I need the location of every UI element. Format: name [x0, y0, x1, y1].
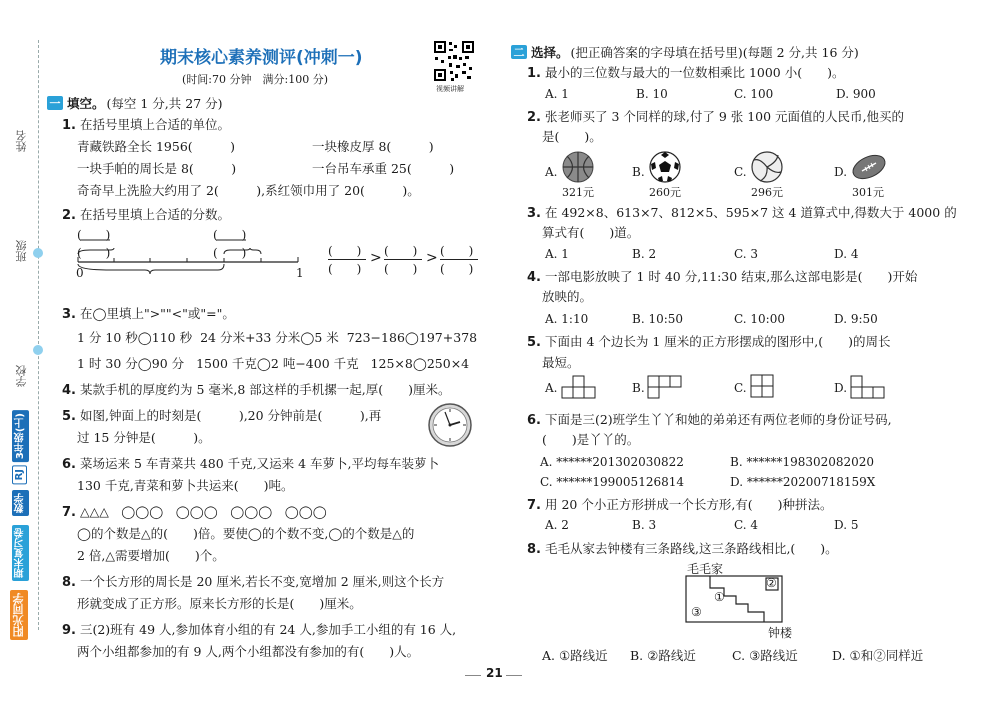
question-9-line: 9. 三(2)班有 49 人,参加体育小组的有 24 人,参加手工小组的有 16 人,: [62, 622, 457, 638]
compare-circle-icon: ◯: [256, 356, 271, 371]
question-3-stem: 3. 在◯里填上">""<"或"="。: [62, 306, 235, 322]
grade-tag: 3年级(上): [12, 410, 29, 462]
price-label: 301元: [852, 186, 884, 199]
brand-logo: 阳光同学: [10, 590, 28, 640]
option-d: D. ①和②同样近: [832, 648, 924, 663]
option-b: B. 10:50: [632, 312, 684, 326]
option-a: A. ①路线近: [542, 648, 608, 663]
question-2-stem: 2. 在括号里填上合适的分数。: [62, 207, 230, 223]
option-a: A. 2: [545, 518, 569, 532]
choice-question-4-line: 4. 一部电影放映了 1 时 40 分,11:30 结束,那么这部电影是( )开始: [527, 269, 918, 285]
map-label-tower: 钟楼: [768, 626, 793, 640]
question-5-line: 过 15 分钟是( )。: [77, 430, 211, 445]
footer-rule-left: [465, 675, 481, 676]
map-label-home: 毛毛家: [687, 562, 724, 576]
fraction-blank: ( ): [213, 228, 247, 242]
option-a: A.: [545, 381, 558, 395]
option-d: D. 9:50: [834, 312, 878, 326]
option-b: B. ******198302082020: [730, 455, 875, 469]
fraction-blank: ( ): [213, 246, 247, 260]
class-label: 班级: [15, 240, 28, 262]
fraction-blank: ( ): [384, 244, 418, 258]
choice-question-6-line: ( )是丫丫的。: [542, 432, 640, 447]
question-6-line: 130 千克,青菜和萝卜共运来( )吨。: [77, 478, 294, 493]
route-label-3: ③: [691, 605, 702, 619]
page-subtitle: (时间:70 分钟 满分:100 分): [182, 73, 328, 86]
choice-question-3-line: 3. 在 492×8、613×7、812×5、595×7 这 4 道算式中,得数大于 4000 的: [527, 205, 957, 221]
compare-circle-icon: ◯: [412, 356, 427, 371]
fraction-blank: ( ): [328, 262, 362, 276]
compare-row: 1 时 30 分◯90 分 1500 千克◯2 吨−400 千克 125×8◯250×4: [77, 356, 470, 371]
compare-circle-icon: ◯: [300, 330, 315, 345]
option-d: D. ******20200718159X: [730, 475, 876, 489]
choice-question-5-line: 5. 下面由 4 个边长为 1 厘米的正方形摆成的图形中,( )的周长: [527, 334, 891, 350]
edition-tag: RJ: [12, 465, 27, 484]
option-b: B. 2: [632, 247, 657, 261]
section-number-icon: 二: [511, 45, 527, 59]
question-8-line: 8. 一个长方形的周长是 20 厘米,若长不变,宽增加 2 厘米,则这个长方: [62, 574, 445, 590]
choice-question-8: 8. 毛毛从家去钟楼有三条路线,这三条路线相比,( )。: [527, 541, 838, 557]
option-a: A.: [545, 165, 558, 179]
choice-question-6-line: 6. 下面是三(2)班学生丫丫和她的弟弟还有两位老师的身份证号码,: [527, 412, 892, 428]
binding-dot-icon: [33, 345, 43, 355]
choice-question-4-line: 放映的。: [542, 289, 593, 304]
question-1-item: 青藏铁路全长 1956( ): [77, 139, 236, 154]
greater-than-sign: >: [370, 250, 382, 266]
section-header: [47, 94, 223, 112]
option-d: D.: [834, 165, 848, 179]
fraction-blank: ( ): [440, 262, 474, 276]
option-d: D. 4: [834, 247, 859, 261]
question-1-stem: 1. 在括号里填上合适的单位。: [62, 117, 230, 133]
fraction-blank: ( ): [328, 244, 362, 258]
price-label: 296元: [751, 186, 783, 199]
option-b: B. 10: [636, 87, 668, 101]
compare-circle-icon: ◯: [137, 356, 152, 371]
section-note: (每空 1 分,共 27 分): [106, 96, 223, 111]
page-number: 21: [486, 666, 503, 680]
option-a: A. ******201302030822: [540, 455, 684, 469]
option-c: C. 4: [734, 518, 759, 532]
page-title: 期末核心素养测评(冲刺一): [160, 48, 363, 68]
question-9-line: 两个小组都参加的有 9 人,两个小组都没有参加的有( )人。: [77, 644, 420, 659]
option-d: D. 900: [836, 87, 876, 101]
question-1-item: 一块手帕的周长是 8( ): [77, 161, 237, 176]
option-c: C. ******199005126814: [540, 475, 684, 489]
route-map-diagram: [684, 574, 794, 630]
fraction-blank: ( ): [440, 244, 474, 258]
question-1-item: 一台吊车承重 25( ): [312, 161, 455, 176]
question-7-line: 2 倍,△需要增加( )个。: [77, 548, 225, 563]
footer-rule-right: [506, 675, 522, 676]
subject-tag: 数学: [12, 490, 29, 516]
question-5-line: 5. 如图,钟面上的时刻是( ),20 分钟前是( ),再: [62, 408, 382, 424]
section-note: (把正确答案的字母填在括号里)(每题 2 分,共 16 分): [570, 45, 859, 60]
rugby-ball-icon: [850, 152, 888, 182]
question-6-line: 6. 菜场运来 5 车青菜共 480 千克,又运来 4 车萝卜,平均每车装萝卜: [62, 456, 440, 472]
question-4: 4. 某款手机的厚度约为 5 毫米,8 部这样的手机摞一起,厚( )厘米。: [62, 382, 451, 398]
option-a: A. 1:10: [545, 312, 589, 326]
price-label: 260元: [649, 186, 681, 199]
square-shape-c-icon: [750, 374, 776, 400]
route-label-2: ②: [766, 576, 777, 590]
option-b: B. 3: [632, 518, 657, 532]
review-tag: 期末复习卷: [12, 525, 29, 581]
compare-row: 1 分 10 秒◯110 秒 24 分米+33 分米◯5 米 723−186◯197+378: [77, 330, 478, 345]
square-shape-b-icon: [647, 374, 695, 400]
option-c: C. 3: [734, 247, 759, 261]
choice-question-2-line: 2. 张老师买了 3 个同样的球,付了 9 张 100 元面值的人民币,他买的: [527, 109, 905, 125]
fraction-blank: ( ): [77, 228, 111, 242]
option-a: A. 1: [545, 87, 569, 101]
question-8-line: 形就变成了正方形。原来长方形的长是( )厘米。: [77, 596, 362, 611]
question-7-line: 7. △△△ ◯◯◯ ◯◯◯ ◯◯◯ ◯◯◯: [62, 504, 327, 520]
qr-code-icon: [433, 40, 475, 82]
option-c: C. ③路线近: [732, 648, 798, 663]
axis-label-start: 0: [76, 266, 84, 280]
compare-circle-icon: ◯: [404, 330, 419, 345]
choice-question-3-line: 算式有( )道。: [542, 225, 640, 240]
sidebar-line: [38, 40, 40, 630]
option-b: B.: [632, 165, 645, 179]
option-b: B.: [632, 381, 645, 395]
fraction-blank: ( ): [77, 246, 111, 260]
basketball-icon: [561, 150, 595, 184]
choice-question-7: 7. 用 20 个小正方形拼成一个长方形,有( )种拼法。: [527, 497, 833, 513]
price-label: 321元: [562, 186, 594, 199]
clock-icon: [427, 402, 473, 448]
option-d: D.: [834, 381, 848, 395]
question-7-line: ◯的个数是△的( )倍。要使◯的个数不变,◯的个数是△的: [77, 526, 415, 541]
compare-circle-icon: ◯: [137, 330, 152, 345]
choice-question-2-line: 是( )。: [542, 129, 602, 144]
route-label-1: ①: [714, 590, 725, 604]
axis-label-end: 1: [296, 266, 304, 280]
square-shape-a-icon: [561, 374, 609, 400]
option-c: C.: [734, 165, 747, 179]
option-b: B. ②路线近: [630, 648, 696, 663]
name-label: 姓名: [15, 130, 28, 152]
soccer-ball-icon: [648, 150, 682, 184]
choice-question-5-line: 最短。: [542, 355, 580, 370]
option-c: C. 100: [734, 87, 774, 101]
square-shape-d-icon: [850, 374, 890, 400]
question-1-item: 一块橡皮厚 8( ): [312, 139, 434, 154]
option-c: C. 10:00: [734, 312, 785, 326]
volleyball-icon: [750, 150, 784, 184]
section-header: [511, 43, 859, 61]
option-c: C.: [734, 381, 747, 395]
question-1-item: 奇奇早上洗脸大约用了 2( ),系红领巾用了 20( )。: [77, 183, 420, 198]
fraction-blank: ( ): [384, 262, 418, 276]
binding-dot-icon: [33, 248, 43, 258]
choice-question-1: 1. 最小的三位数与最大的一位数相乘比 1000 小( )。: [527, 65, 845, 81]
section-number-icon: 一: [47, 96, 63, 110]
section-title: 填空。: [67, 96, 105, 111]
greater-than-sign: >: [426, 250, 438, 266]
qr-caption: 视频讲解: [436, 85, 464, 93]
school-label: 学校: [15, 365, 28, 387]
option-d: D. 5: [834, 518, 859, 532]
section-title: 选择。: [531, 45, 569, 60]
option-a: A. 1: [545, 247, 569, 261]
